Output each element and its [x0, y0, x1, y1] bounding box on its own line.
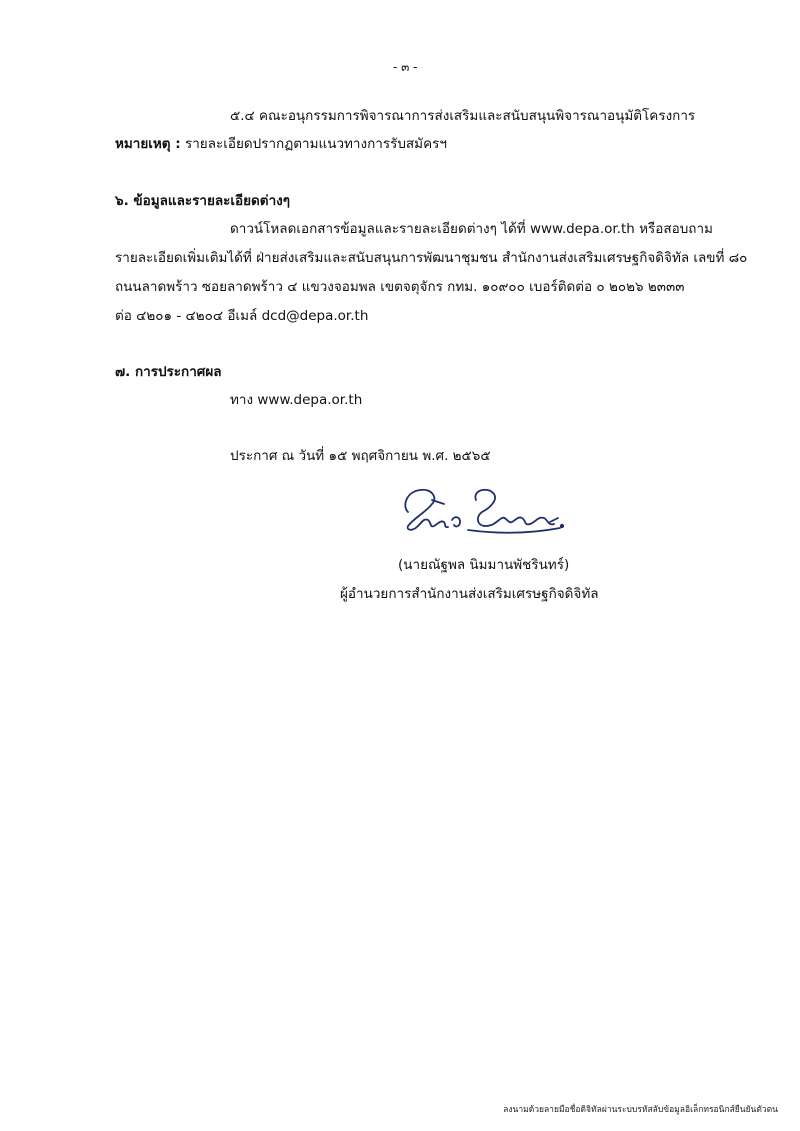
signatory-name: (นายณัฐพล นิมมานพัชรินทร์): [398, 557, 570, 573]
section-6-line-3: ถนนลาดพร้าว ซอยลาดพร้าว ๔ แขวงจอมพล เขตจตุจักร กทม. ๑๐๙๐๐ เบอร์ติดต่อ ๐ ๒๐๒๖ ๒๓๓๓: [115, 279, 685, 295]
section-6-line-2: รายละเอียดเพิ่มเติมได้ที่ ฝ่ายส่งเสริมและสนับสนุนการพัฒนาชุมชน สำนักงานส่งเสริมเศรษฐกิจดิจิทัล เลขที่ ๘๐: [115, 250, 748, 266]
section-7-heading: ๗. การประกาศผล: [115, 364, 222, 380]
signature-image: [398, 482, 568, 542]
remark-label: หมายเหตุ :: [115, 136, 181, 152]
signatory-title: ผู้อำนวยการสำนักงานส่งเสริมเศรษฐกิจดิจิทัล: [340, 586, 599, 602]
remark-line: [115, 134, 447, 154]
footer-digital-signature-note: ลงนามด้วยลายมือชื่อดิจิทัลผ่านระบบรหัสลับข้อมูลอิเล็กทรอนิกส์ยืนยันตัวตน: [503, 1105, 778, 1115]
section-6-line-1: ดาวน์โหลดเอกสารข้อมูลและรายละเอียดต่างๆ ได้ที่ www.depa.or.th หรือสอบถาม: [230, 221, 713, 237]
announcement-date: ประกาศ ณ วันที่ ๑๕ พฤศจิกายน พ.ศ. ๒๕๖๕: [230, 448, 491, 464]
section-6-line-4: ต่อ ๔๒๐๑ - ๔๒๐๔ อีเมล์ dcd@depa.or.th: [115, 308, 369, 324]
remark-text: รายละเอียดปรากฏตามแนวทางการรับสมัครฯ: [184, 136, 447, 152]
section-7-text: ทาง www.depa.or.th: [230, 392, 363, 408]
page-number: - ๓ -: [393, 60, 418, 74]
item-5-4-text: ๕.๔ คณะอนุกรรมการพิจารณาการส่งเสริมและสนับสนุนพิจารณาอนุมัติโครงการ: [230, 108, 696, 124]
section-6-heading: ๖. ข้อมูลและรายละเอียดต่างๆ: [115, 193, 290, 209]
